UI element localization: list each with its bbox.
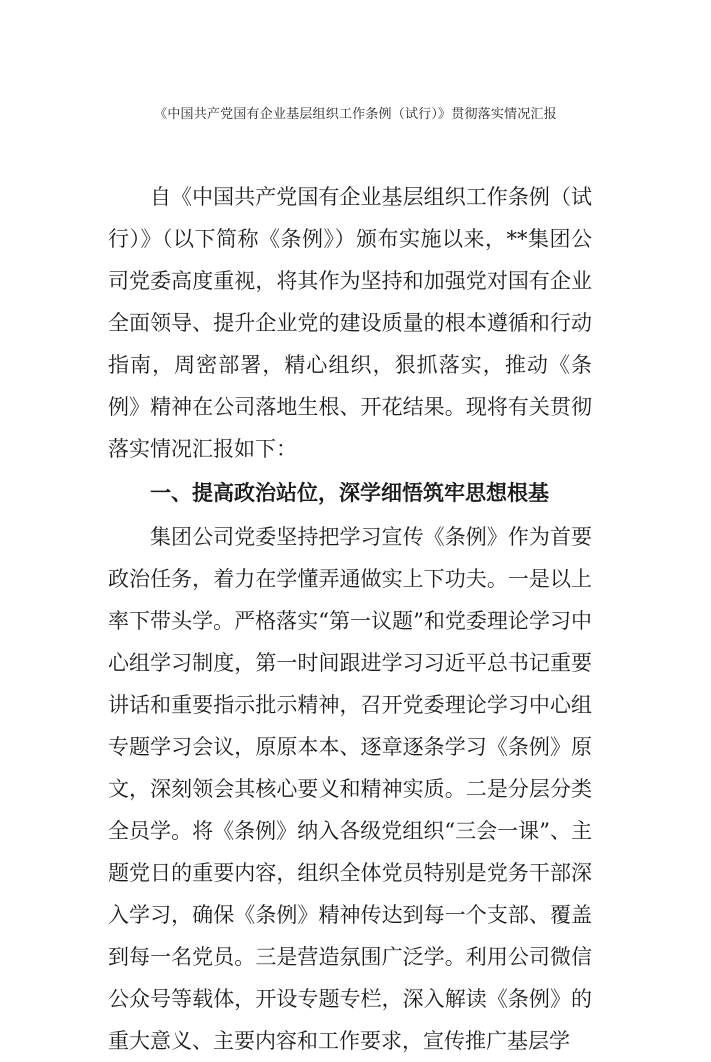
document-body	[108, 176, 592, 1062]
section-paragraph: 集团公司党委坚持把学习宣传《条例》作为首要政治任务，着力在学懂弄通做实上下功夫。一是以上率下带头学。严格落实“第一议题”和党委理论学习中心组学习制度，第一时间跟进学习习近平总书记重要讲话和重要指示批示精神，召开党委理论学习中心组专题学习会议，原原本本、逐章逐条学习《条例》原文，深刻领会其核心要义和精神实质。二是分层分类全员学。将《条例》纳入各级党组织“三会一课”、主题党日的重要内容，组织全体党员特别是党务干部深入学习，确保《条例》精神传达到每一个支部、覆盖到每一名党员。三是营造氛围广泛学。利用公司微信公众号等载体，开设专题专栏，深入解读《条例》的重大意义、主要内容和工作要求，宣传推广基层学	[108, 525, 592, 1053]
intro-paragraph: 自《中国共产党国有企业基层组织工作条例（试行）》（以下简称《条例》）颁布实施以来，**集团公司党委高度重视，将其作为坚持和加强党对国有企业全面领导、提升企业党的建设质量的根本遵循和行动指南，周密部署，精心组织，狠抓落实，推动《条例》精神在公司落地生根、开花结果。现将有关贯彻落实情况汇报如下：	[108, 185, 592, 461]
page-header: 《中国共产党国有企业基层组织工作条例（试行）》贯彻落实情况汇报	[154, 107, 557, 122]
section-heading: 一、提高政治站位，深学细悟筑牢思想根基	[150, 481, 549, 505]
